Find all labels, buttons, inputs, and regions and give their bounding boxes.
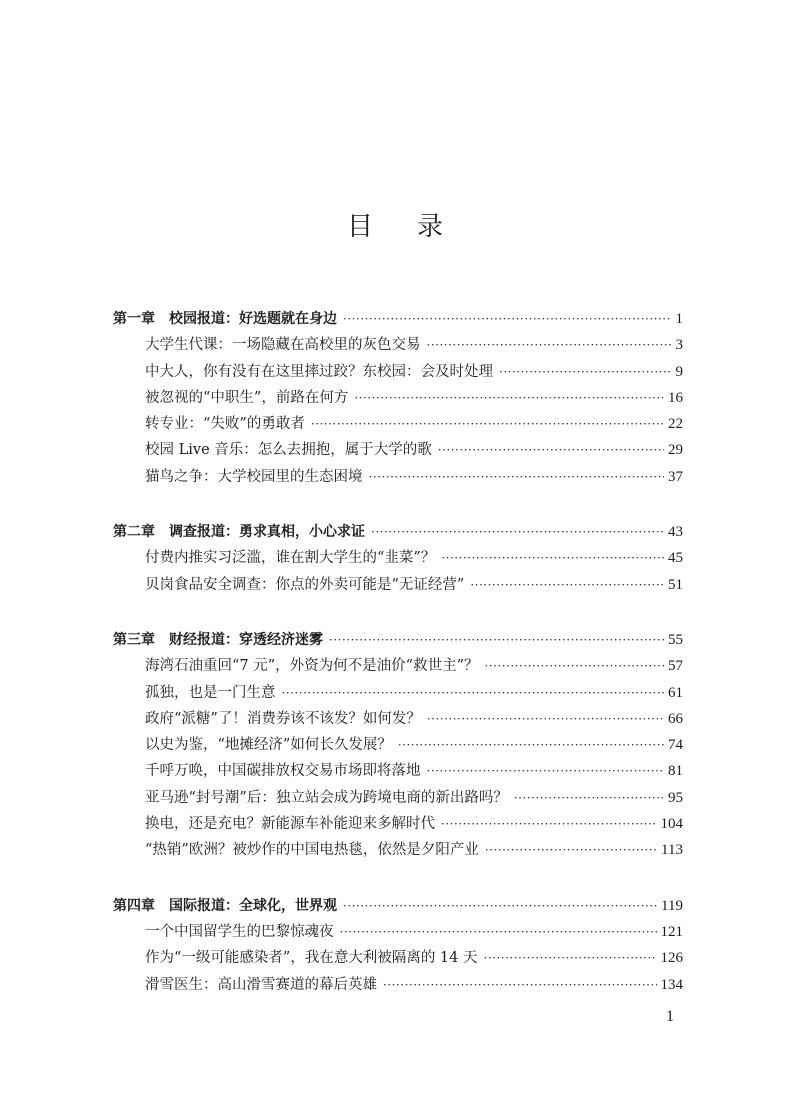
article-entry[interactable]: [113, 758, 683, 784]
dot-leader: [371, 519, 664, 545]
page-number: 113: [661, 842, 683, 859]
article-entry[interactable]: [113, 411, 683, 437]
chapter-title: 国际报道：全球化，世界观: [169, 897, 337, 914]
dot-leader: [282, 680, 665, 706]
article-entry[interactable]: [113, 572, 683, 598]
page-number: 57: [668, 658, 683, 675]
chapter-entry[interactable]: [113, 306, 683, 332]
dot-leader: [485, 837, 657, 863]
dot-leader: [470, 572, 664, 598]
article-entry[interactable]: [113, 332, 683, 358]
chapter-number: 第二章: [113, 524, 155, 541]
article-title: 以史为鉴，“地摊经济”如何长久发展？: [145, 737, 392, 754]
page-number: 51: [668, 576, 683, 593]
dot-leader: [427, 706, 664, 732]
dot-leader: [369, 464, 665, 490]
article-title: 作为“一级可能感染者”，我在意大利被隔离的 14 天: [145, 950, 478, 967]
page-number: 1: [675, 311, 683, 327]
page-number: 74: [668, 737, 683, 754]
page-number: 119: [661, 897, 683, 914]
page-number: 104: [660, 816, 683, 833]
dot-leader: [311, 411, 664, 437]
chapter-title: 财经报道：穿透经济迷雾: [169, 631, 323, 648]
chapter-group-1: [113, 306, 683, 490]
article-entry[interactable]: [113, 464, 683, 490]
dot-leader: [499, 359, 672, 385]
page-number: 43: [668, 524, 683, 541]
article-title: 千呼万唤，中国碳排放权交易市场即将落地: [145, 763, 421, 780]
dot-leader: [427, 332, 672, 358]
page-number: 95: [668, 789, 683, 806]
article-entry[interactable]: [113, 706, 683, 732]
dot-leader: [438, 437, 664, 463]
article-entry[interactable]: [113, 385, 683, 411]
article-entry[interactable]: [113, 785, 683, 811]
chapter-title: 调查报道：勇求真相，小心求证: [169, 524, 365, 541]
article-entry[interactable]: [113, 653, 683, 679]
article-title: 校园 Live 音乐：怎么去拥抱，属于大学的歌: [145, 442, 432, 459]
article-title: 付费内推实习泛滥，谁在割大学生的“韭菜”？: [145, 550, 436, 567]
dot-leader: [343, 306, 672, 332]
article-title: 亚马逊“封号潮”后：独立站会成为跨境电商的新出路吗？: [145, 789, 508, 806]
chapter-number: 第一章: [113, 311, 155, 327]
dot-leader: [329, 627, 664, 653]
article-title: 贝岗食品安全调查：你点的外卖可能是“无证经营”: [145, 576, 465, 593]
article-entry[interactable]: [113, 811, 683, 837]
page-title: 目录: [346, 212, 487, 242]
page-number: 66: [668, 710, 683, 727]
page-number: 126: [660, 950, 683, 967]
page-number: 37: [668, 468, 683, 485]
dot-leader: [514, 785, 664, 811]
dot-leader: [340, 919, 657, 945]
article-entry[interactable]: [113, 545, 683, 571]
chapter-group-2: [113, 519, 683, 598]
article-title: 政府“派糖”了！消费券该不该发？如何发？: [145, 710, 421, 727]
page-number: 134: [660, 976, 683, 993]
page-number: 61: [668, 684, 683, 701]
article-title: 滑雪医生：高山滑雪赛道的幕后英雄: [145, 976, 377, 993]
article-entry[interactable]: [113, 837, 683, 863]
article-title: 孤独，也是一门生意: [145, 684, 276, 701]
dot-leader: [441, 811, 657, 837]
article-entry[interactable]: [113, 437, 683, 463]
dot-leader: [441, 545, 664, 571]
page-number: 81: [668, 763, 683, 780]
article-entry[interactable]: [113, 359, 683, 385]
article-entry[interactable]: [113, 732, 683, 758]
page-number: 121: [660, 923, 683, 940]
article-entry[interactable]: [113, 972, 683, 998]
article-title: 猫鸟之争：大学校园里的生态困境: [145, 468, 363, 485]
dot-leader: [343, 893, 657, 919]
page-number: 16: [668, 389, 683, 406]
chapter-number: 第四章: [113, 897, 155, 914]
dot-leader: [484, 653, 664, 679]
article-title: 海湾石油重回“7 元”，外资为何不是油价“救世主”？: [145, 658, 479, 675]
chapter-number: 第三章: [113, 631, 155, 648]
page-number: 55: [668, 631, 683, 648]
article-title: 大学生代课：一场隐藏在高校里的灰色交易: [145, 337, 421, 354]
page-number: 45: [668, 550, 683, 567]
article-title: 被忽视的“中职生”，前路在何方: [145, 389, 349, 406]
article-title: 中大人，你有没有在这里摔过跤？东校园：会及时处理: [145, 363, 493, 380]
page-number: 22: [668, 416, 683, 433]
dot-leader: [427, 758, 665, 784]
chapter-entry[interactable]: [113, 893, 683, 919]
article-entry[interactable]: [113, 680, 683, 706]
chapter-group-4: [113, 893, 683, 998]
article-title: 换电，还是充电？新能源车补能迎来多解时代: [145, 816, 435, 833]
page-number: 29: [668, 442, 683, 459]
folio-page-number: 1: [666, 1008, 674, 1025]
article-title: “热销”欧洲？被炒作的中国电热毯，依然是夕阳产业: [145, 842, 479, 859]
article-entry[interactable]: [113, 945, 683, 971]
page-number: 3: [675, 337, 683, 354]
chapter-entry[interactable]: [113, 519, 683, 545]
chapter-title: 校园报道：好选题就在身边: [169, 311, 337, 327]
dot-leader: [354, 385, 664, 411]
chapter-entry[interactable]: [113, 627, 683, 653]
chapter-group-3: [113, 627, 683, 864]
article-entry[interactable]: [113, 919, 683, 945]
article-title: 一个中国留学生的巴黎惊魂夜: [145, 923, 334, 940]
dot-leader: [398, 732, 664, 758]
article-title: 转专业：“失败”的勇敢者: [145, 416, 305, 433]
dot-leader: [383, 972, 657, 998]
dot-leader: [484, 945, 657, 971]
table-of-contents: [113, 306, 683, 1027]
page-number: 9: [675, 363, 683, 380]
